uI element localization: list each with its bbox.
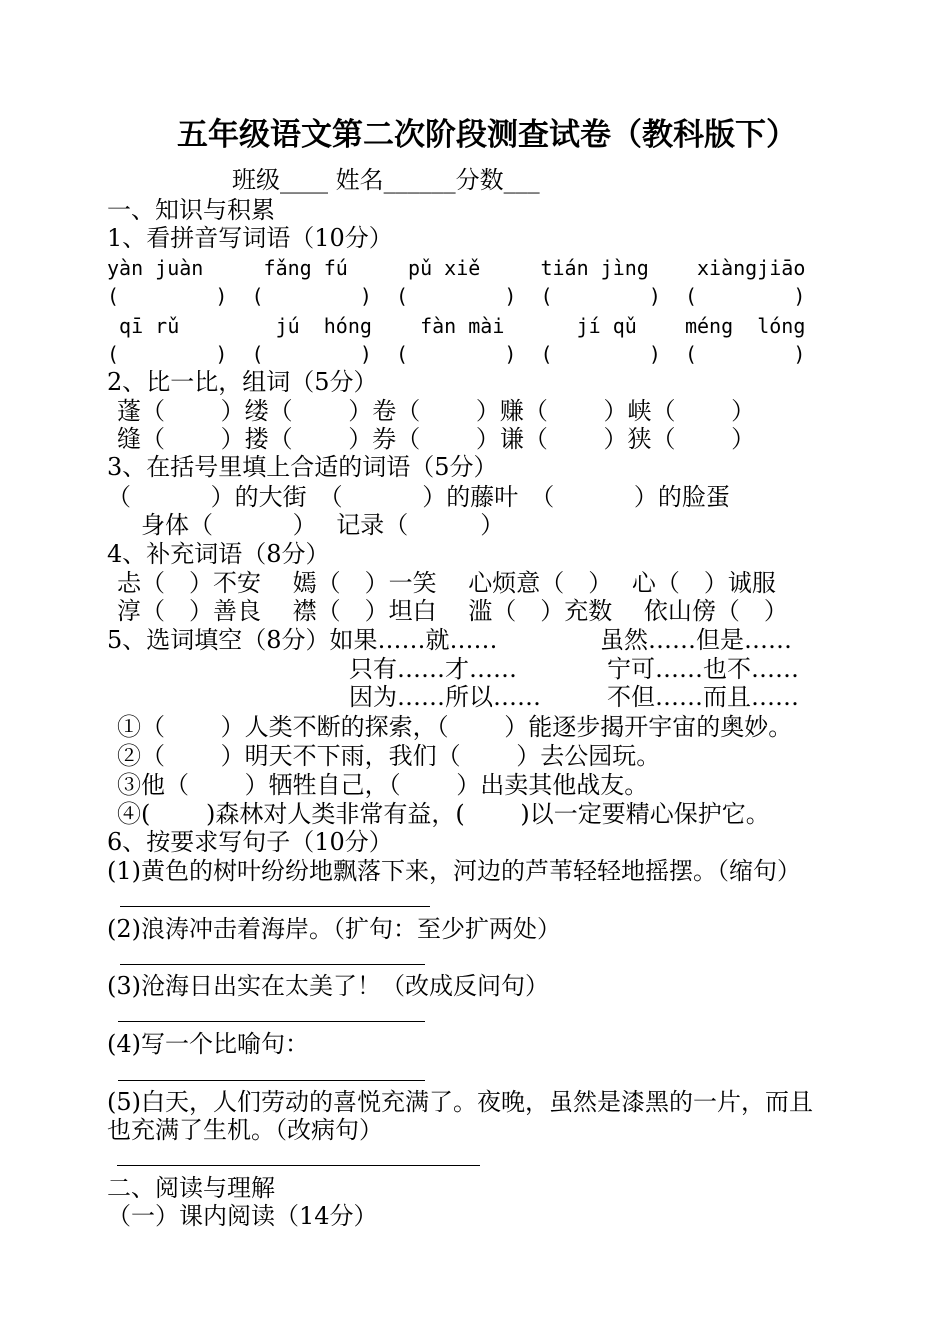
- q1-heading: 1、看拼音写词语（10分）: [107, 224, 393, 252]
- page-title: 五年级语文第二次阶段测查试卷（教科版下）: [177, 117, 797, 153]
- q6-sentence-1: (1)黄色的树叶纷纷地飘落下来，河边的芦苇轻轻地摇摆。（缩句）: [107, 857, 801, 885]
- q5-pair-ningke: 宁可……也不……: [607, 655, 799, 683]
- q6-answer-line-3: [118, 1021, 425, 1022]
- q4-heading: 4、补充词语（8分）: [107, 540, 330, 568]
- q5-pair-suiran: 虽然……但是……: [600, 626, 792, 654]
- q4-row2: 淳（ ）善良 襟（ ）坦白 滥（ ）充数 依山傍（ ）: [117, 597, 788, 625]
- q6-answer-line-4: [118, 1080, 425, 1081]
- q5-sentence-4: ④( )森林对人类非常有益，( )以一定要精心保护它。: [117, 800, 770, 828]
- q6-sentence-2: (2)浪涛冲击着海岸。（扩句：至少扩两处）: [107, 915, 561, 943]
- q1-paren-row1: ( ) ( ) ( ) ( ) ( ): [107, 284, 806, 308]
- q2-heading: 2、比一比，组词（5分）: [107, 368, 378, 396]
- q5-pair-budan: 不但……而且……: [607, 683, 799, 711]
- q6-sentence-3: (3)沧海日出实在太美了！（改成反问句）: [107, 972, 549, 1000]
- q3-row2: 身体（ ） 记录（ ）: [141, 511, 505, 539]
- q5-sentence-1: ①（ ）人类不断的探索，（ ）能逐步揭开宇宙的奥妙。: [117, 713, 793, 741]
- q2-row1: 蓬（ ）缕（ ）卷（ ）赚（ ）峡（ ）: [117, 397, 756, 425]
- q6-answer-line-1: [120, 906, 430, 907]
- q1-pinyin-row1: yàn juàn fǎng fú pǔ xiě tián jìng xiàngjiāo: [107, 256, 806, 280]
- q6-sentence-5-line2: 也充满了生机。（改病句）: [107, 1116, 383, 1144]
- q6-sentence-4: (4)写一个比喻句：: [107, 1030, 309, 1058]
- q2-row2: 缝（ ）搂（ ）券（ ）谦（ ）狭（ ）: [117, 425, 756, 453]
- q6-answer-line-2: [120, 964, 425, 965]
- q5-sentence-2: ②（ ）明天不下雨，我们（ ）去公园玩。: [117, 742, 661, 770]
- q6-answer-line-5: [117, 1165, 480, 1166]
- part1-heading: 一、知识与积累: [107, 196, 275, 224]
- q4-row1: 忐（ ）不安 嫣（ ）一笑 心烦意（ ） 心（ ）诚服: [117, 569, 776, 597]
- q1-paren-row2: ( ) ( ) ( ) ( ) ( ): [107, 342, 806, 366]
- q3-row1: （ ）的大街 （ ）的藤叶 （ ）的脸蛋: [107, 483, 730, 511]
- q5-heading: 5、选词填空（8分）如果……就……: [107, 626, 498, 654]
- q5-pair-yinwei: 因为……所以……: [349, 683, 541, 711]
- q6-sentence-5-line1: (5)白天，人们劳动的喜悦充满了。夜晚，虽然是漆黑的一片，而且: [107, 1088, 813, 1116]
- q3-heading: 3、在括号里填上合适的词语（5分）: [107, 453, 498, 481]
- q6-heading: 6、按要求写句子（10分）: [107, 828, 393, 856]
- part2-sub1-heading: （一）课内阅读（14分）: [107, 1202, 378, 1230]
- student-info-line: 班级____ 姓名______分数___: [232, 166, 540, 194]
- part2-heading: 二、阅读与理解: [107, 1174, 275, 1202]
- q5-sentence-3: ③他（ ）牺牲自己，（ ）出卖其他战友。: [117, 771, 649, 799]
- q5-pair-zhiyou: 只有……才……: [349, 655, 517, 683]
- q1-pinyin-row2: qī rǔ jú hóng fàn mài jí qǔ méng lóng: [107, 314, 806, 338]
